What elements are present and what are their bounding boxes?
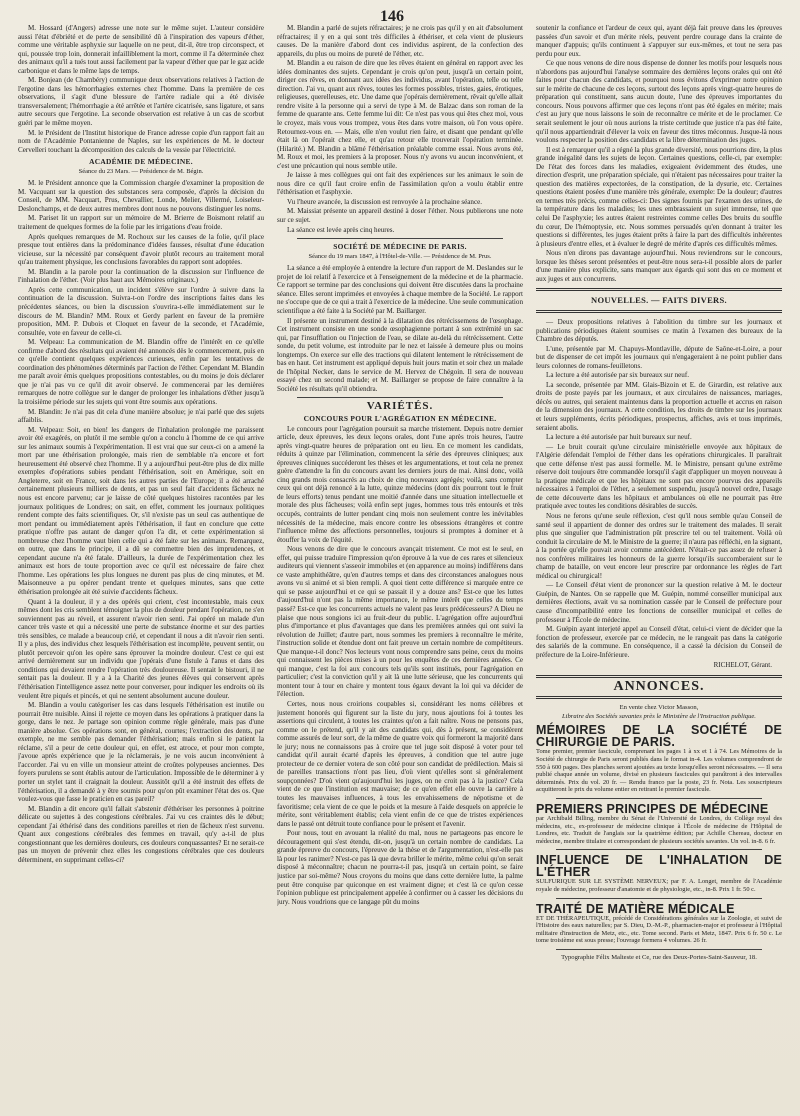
ad-title: MÉMOIRES DE LA SOCIÉTÉ DE CHIRURGIE DE PARIS. [536,723,782,750]
ad-body: par Archibald Billing, membre du Sénat de l'Université de Londres, du Collège royal des médecins, etc., ex-professeur de médecine clinique à l'École de médecine de l'Hôpital de Londres, etc. Traduit de l'anglais sur la quatrième édition; par Achille Chereau, docteur en médecine, membre titulaire et correspondant de plusieurs sociétés savantes. Un vol. in-8. 6 fr. [536,815,782,845]
section-subtitle: Séance du 23 Mars. — Présidence de M. Bégin. [78,167,204,175]
divider [556,898,762,899]
paragraph: M. Hossard (d'Angers) adresse une note sur le même sujet. L'auteur considère aussi l'état d'ébriété et de perte de sensibilité dû à l'inspiration des vapeurs d'éther, comme une véritable asphyxie sur laquelle on ne peut, dit-il, être trop circonspect, et qui, poussée trop loin, donnerait infailliblement la mort, comme il l'a déterminée chez des animaux qu'il a tués tout aussi facilement par la vapeur d'éther que par le gaz acide carbonique et dans le même laps de temps. [18,24,264,75]
ad-body: Tome premier, premier fascicule, comprenant les pages 1 à xx et 1 à 74. Les Mémoires de la Société de chirurgie de Paris seront publiés dans le format in-4. Les volumes comprendront de 550 à 600 pages. Des planches seront ajoutées au texte lorsqu'elles seront nécessaires. — Il sera publié chaque année un volume, divisé en plusieurs fascicules qui paraîtront à des intervalles déterminés. Prix du vol. 20 fr. — Rendu franco par la poste, 23 fr. Nota. Les souscripteurs acquitteront le prix du volume entier en retirant le premier fascicule. [536,748,782,794]
column-1 [18,24,264,1110]
paragraph: M. Blandin a parlé de sujets réfractaires; je ne crois pas qu'il y en ait d'absolument réfractaires; il y en a qui sont très difficiles à éthériser, et cela vient de plusieurs causes. De la manière d'abord dont ces individus aspirent, de la confection des appareils, du plus ou moins de pureté de l'éther, etc. [277,24,523,58]
section-subtitle-concours: CONCOURS POUR L'AGRÉGATION EN MÉDECINE. [303,413,497,423]
publisher-line: En vente chez Victor Masson, [619,704,699,712]
section-title-varietes: VARIÉTÉS. [366,400,434,413]
news-item: La lecture a été autorisée par six bureaux sur neuf. [546,371,689,380]
news-item: Nous ne ferons qu'une seule réflexion, c'est qu'il nous semble qu'au Conseil de santé seul il appartient de donner des ordres sur le traitement des malades. Il serait plus que singulier que l'administration pût prescrire tel ou tel traitement. Voilà où conduit la circulaire de M. le Ministre de la guerre; il n'aura pas réfléchi, en la signant, à la portée qu'elle pouvait avoir comme antécédent. N'était-ce pas assez de refuser à nos confrères militaires les honneurs de la guerre lorsqu'ils succomberaient sur le champ de bataille, on veut encore leur prescrire par ordonnance les règles de l'art médical ou chirurgical! [536,511,782,580]
paragraph: Nous venons de dire que le concours avançait tristement. Ce mot est le seul, en effet, qui puisse traduire l'impression qu'on éprouve à la vue de ces rares et silencieux auditeurs qui viennent s'asseoir immobiles et (en apparence au moins) indifférens dans ce vaste amphithéâtre, qu'en d'autres temps et dans des circonstances analogues nous avons vu si animé et si bien rempli. A quoi tient cette différence si marquée entre ce qui se passe aujourd'hui et ce qui se passait il y a douze ans? Est-ce que les luttes d'aujourd'hui n'ont pas la même importance, le même intérêt que celles du temps passé? Est-ce que les concurrents actuels ne valent pas leurs prédécesseurs? A Dieu ne plaise que nous songions ici au fruit-deur du public. L'agrégation offre aujourd'hui plus d'importance et plus d'avantages que dans les premières années qui ont suivi la révolution de Juillet; d'autre part, nous sommes les premiers à reconnaître le mérite, l'instruction solide et étendue dont ont fait preuve un certain nombre de compétiteurs. Que manque-t-il donc? Nos lecteurs vont nous comprendre sans peine, ceux du moins qui connaissent les pièces mises à un pour les enquêtes de ces dernières années. Ce qui manque, c'est la foi aux concours tels qu'ils sont institués, pour l'agrégation en particulier; c'est la conviction qu'il y ait là une lutte sérieuse, que les concurrents qui montent tour à tour en chaire y montent tous égaux devant la loi qui va décider de l'élection. [277,545,523,699]
paragraph: Pour nous, tout en avouant la réalité du mal, nous ne partageons pas encore le découragement qui s'est étendu, dit-on, jusqu'à un certain nombre de candidats. La grande épreuve du concours, l'épreuve de la thèse et de l'argumentation, n'est-elle pas là pour les ranimer? N'est-ce pas là que devra briller le mérite, même celui qu'on serait disposé à méconnaître; chacun ne pourra-t-il pas, jusqu'à un certain point, se faire justice par soi-même? Nous croyons du moins que dans cette dernière lutte, la palme peut être conquise par quiconque en est vraiment digne; et c'est là ce qu'on cesse l'opinion publique est principalement appelée à confirmer ou à casser les décisions du jury. Nous voudrions que ce langage pût du moins [277,829,523,906]
paragraph: Après cette communication, un incident s'élève sur l'ordre à suivre dans la continuation de la discussion. Suivra-t-on l'ordre des inscriptions faites dans les précédentes séances, ou bien la discussion s'ouvrira-t-elle immédiatement sur le discours de M. Blandin? MM. Roux et Gerdy parlent en faveur de la première proposition, MM. P. Dubois et Cloquet en faveur de la seconde, et l'Académie, consultée, vote en faveur de celle-ci. [18,285,264,337]
paragraph: Après quelques remarques de M. Rochoux sur les causes de la folie, qu'il place presque tout entières dans la prédominance d'idées fausses, résultat d'une éducation vicieuse, sur la nécessité par conséquent d'avoir plutôt recours au traitement moral qu'au traitement physique, les conclusions favorables du rapport sont adoptées. [18,232,264,267]
news-item: La seconde, présentée par MM. Glais-Bizoin et E. de Girardin, est relative aux droits de poste payés par les journaux, et aux circulaires de naissances, mariages, décès ou autres, qui seraient maintenus dans la proportion actuelle et accrus en raison de la dimension des journaux. A cette condition, les droits de timbre sur les journaux et leurs suppléments, écrits périodiques, prospectus, affiches, avis et tous imprimés, seraient abolis. [536,380,782,432]
paragraph: Certes, nous nous croirions coupables si, considérant les noms célèbres et justement honorés qui figurent sur la liste du jury, nous ajoutions foi à toutes les assertions qui circulent, à toutes les craintes qu'on a fait naître. Nous ne pensons pas, comme on le prétend, qu'il y ait des candidats qui, dès à présent, se considèrent comme assurés de leur sort, de la même de quatre voix qui formeront la majorité dans le jury; nous ne connaissons pas à croire que tel juge soit disposé à voter pour tel candidat qu'il aurait écarté d'après les épreuves, à condition que tel autre juge protecteur de ce dernier votera de son côté pour son candidat de prédilection. Mais si de pareilles transactions n'ont pas lieu, d'où vient qu'elles sont si généralement soupçonnées? D'où vient qu'aujourd'hui les juges, on ne croit pas à la justice? Cela vient de ce que l'institution est mauvaise; de ce qu'en effet elle ouvre la carrière à toutes les mauvaises influences, à tous les envahissemens de népotisme et de favoritisme; cela vient de ce que le poids et la mesure à l'aide desquels on apprécie le mérite, sont véritablement établis; cela vient enfin de ce que de tristes expériences dans le passé ont détruit toute confiance pour le présent et l'avenir. [277,700,523,828]
news-item: — Deux propositions relatives à l'abolition du timbre sur les journaux et publications périodiques étaient soumises ce matin à l'examen des bureaux de la Chambre des députés. [536,317,782,344]
paragraph: M. Blandin a la parole pour la continuation de la discussion sur l'influence de l'inhalation de l'éther. (Voir plus haut aux Mémoires originaux.) [18,267,264,285]
section-title-annonces: ANNONCES. [613,678,705,694]
news-item: La lecture a été autorisée par huit bureaux sur neuf. [546,433,692,442]
ad-title: TRAITÉ DE MATIÈRE MÉDICALE [536,901,735,916]
page-number: 146 [380,8,404,25]
section-title-societe: SOCIÉTÉ DE MÉDECINE DE PARIS. [333,242,467,252]
divider [297,397,503,398]
paragraph: Quant à la douleur, il y a des opérés qui crient, c'est incontestable, mais ceux mêmes dont les cris semblent témoigner la plus de douleur pendant l'opération, ne s'en souviennent pas au réveil, et assurent n'avoir rien senti. J'ai opéré un malade d'un cancer très vaste et qui a nécessité une perte de substance énorme et sur des parties très sensibles, ce malade a beaucoup crié, et cependant il nous a dit n'avoir rien senti. Il y a plus, des individus chez lesquels l'éthérisation est incomplète, peuvent sentir, ou plutôt percevoir qu'on les opère sans éprouver la moindre douleur. C'est ce qui est arrivé dernièrement sur un individu que j'opérais d'une fistule à l'anus et dans des conditions qui devaient rendre l'opération très douloureuse. Il sentait le bistouri, il ne sentait pas la douleur. Il y a à la Charité des jeunes élèves qui conservent après l'éthérisation l'intelligence assez nette pour converser, pour indiquer les endroits où ils veulent être piqués et pincés, et qui ne sentent absolument aucune douleur. [18,597,264,700]
paragraph: Il est à remarquer qu'il a régné la plus grande diversité, nous pourrions dire, la plus grande inégalité dans les sujets de leçon. Certaines questions, celle-ci, par exemple: De l'état des forces dans les maladies, exigeaient évidemment des études, une direction d'esprit, une préparation spéciale, qui n'étaient pas nécessaires pour traiter la question des matières expectorées, de la constipation, de la dysurie, etc. Certaines questions étaient posées d'une manière très générale, exemple: De la douleur; d'autres en termes très précis, comme celles-ci: Des signes fournis par l'examen des urines, de la température dans les maladies; les unes embrassaient un sujet immense, tel que celui De l'asphyxie; les autres étaient restreintes comme celles Des bruits du souffle du cœur, De l'hémoptysie, etc. Nous sommes persuadés qu'en donnant à traiter les questions si différentes, les juges étaient prêts à faire la part des difficultés inhérentes à plusieurs d'entre elles, et à évaluer le degré de mérite d'après ces difficultés mêmes. [536,145,782,248]
news-item: L'une, présentée par M. Chapuys-Montlaville, députe de Saône-et-Loire, a pour but de dispenser de cet impôt les journaux qui n'engageraient à ne point publier dans leurs colonnes de romans-feuilletons. [536,344,782,370]
ad-title: PREMIERS PRINCIPES DE MÉDECINE [536,802,769,817]
ad-body: ET DE THÉRAPEUTIQUE, précédé de Considérations générales sur la Zoologie, et suivi de l'Histoire des eaux naturelles; par S. Dieu, D.-M.-P., pharmacien-major et professeur à l'Hôpital militaire d'instruction de Metz, etc., etc. Tome second. Paris et Metz, 1847. Prix 6 fr. 50 c. Le tome troisième est sous presse; l'ouvrage formera 4 volumes. 26 fr. [536,914,782,945]
section-title-academie: ACADÉMIE DE MÉDECINE. [89,157,193,167]
section-title-nouvelles: NOUVELLES. — FAITS DIVERS. [591,295,727,306]
advertisement-2 [536,803,782,845]
paragraph: Ce que nous venons de dire nous dispense de donner les motifs pour lesquels nous n'abordons pas aujourd'hui l'analyse sommaire des dernières leçons orales qui ont été faites pour chacun des candidats, et pourquoi nous évitons d'exprimer notre opinion sur le mérite de chacune de ces leçons, surtout des leçons après vingt-quatre heures de préparation qui constituent, sans aucun doute, l'une des épreuves importantes du concours. Nous pouvons affirmer que ces leçons n'ont pas été égales en mérite; mais c'est au jury que nous laissons le soin de reconnaître ce mérite et de le proclamer. Ce serait seulement le jour où nous aurions la triste certitude que justice n'a pas été faite, qu'il nous appartiendrait d'élever la voix en faveur des titres méconnus. Jusque-là nous voulons respecter la position des candidats et la libre détermination des juges. [536,59,782,145]
paragraph: M. Blandin a eu raison de dire que les rêves étaient en général en rapport avec les idées dominantes des sujets. Cependant je crois qu'on peut, jusqu'à un certain point, diriger ces rêves, en donnant aux idées des individus, avant l'opération, telle ou telle direction. J'ai vu, quant aux rêves, toutes les formes possibles, tristes, gaies, érotiques, religieuses, querelleuses, etc. Une dame que j'opérais dernièrement, rêvait qu'elle allait rendre visite à la personne qui a servi de type à M. de Balzac dans son roman de la femme de quarante ans. Cette femme lui dit: Ce n'est pas vous qui êtes chez moi, vous le croyez, mais vous vous trompez, vous êtes dans votre maison, où l'on vous opère. Retournez-vous en. — Mais, elle n'en voulut rien faire, et disant que pendant qu'elle était là on l'opérait chez elle, et qu'au retour elle trouverait l'opération terminée. (Hilarité.) M. Blandin a blâmé l'éthérisation préalable comme essai. Nous avons été, M. Roux et moi, les premiers à la proposer. Nous n'y avons vu aucun inconvénient, et c'est une précaution qui nous semble utile. [277,59,523,170]
news-item: M. Guépin ayant interjeté appel au Conseil d'état, celui-ci vient de décider que la fonction de professeur, exercée par ce médecin, ne le rangeait pas dans la catégorie des salariés de la commune. En conséquence, il a cassé la décision du Conseil de préfecture de la Loire-Inférieure. [536,625,782,659]
divider [536,310,782,313]
news-item: — Le bruit courait qu'une circulaire ministérielle envoyée aux hôpitaux de l'Algérie défendait l'emploi de l'éther dans les opérations chirurgicales. Il paraîtrait que cette défense n'est pas aussi formelle. M. le Ministre, pensant qu'une extrême réserve doit toujours être commandée lorsqu'il s'agit d'appliquer un moyen nouveau à la pratique médicale et que les hôpitaux ne sont pas encore pourvus des appareils nécessaires à l'emploi de l'éther, a seulement suspendu, jusqu'à nouvel ordre, l'usage de cette découverte dans les hôpitaux et ambulances où elle ne pourrait pas être pratiquée avec toutes les conditions désirables de succès. [536,442,782,511]
paragraph: M. Velpeau: Soit, en bien! les dangers de l'inhalation prolongée me paraissent avoir été exagérés, on plutôt il me semble qu'on a conclu à l'homme de ce qui arrive sur les animaux soumis à l'expérimentation. Il est vrai que sur ceux-ci on a amené la mort par une éthérisation prolongée, mais rien de semblable n'a encore et fort heureusement été observé chez l'homme. Il y a aujourd'hui peut-être plus de dix mille exemples d'opérations subies pendant l'éthérisation, soit en Amérique, soit en Angleterre, soit en France, soit dans les autres parties de l'Europe; il a été arraché certainement plusieurs milliers de dents, et pas un seul fait d'accidents fâcheux ne nous est encore parvenu; car je laisse de côté quelques histoires racontées par les journaux politiques de Londres; on sait, en effet, comment les journaux politiques rendent compte des faits scientifiques. Or, s'il n'existe pas un seul cas authentique de mort pendant ou immédiatement après l'éthérisation, il faut en conclure que cette pratique n'offre pas autant de danger qu'on l'a dit, et cette expérimentation si nombreuse chez l'homme vaut bien celle qui a été faite sur les animaux. Remarquez, en outre, que dans le principe, il a dû se commettre bien des imprudences, et cependant aucune n'a été fatale. D'ailleurs, la durée de l'expérimentation chez les animaux est hors de toute proportion avec ce qu'il est nécessaire de faire chez l'homme. Les opérations les plus longues ne durent pas plus de cinq minutes, et M. Maisonneuve a pu opérer pendant trente et quelques minutes, sans que cette éthérisation prolongée ait été suivie d'accidents fâcheux. [18,425,264,596]
paragraph: M. Blandin: Je n'ai pas dit cela d'une manière absolue; je n'ai parlé que des sujets affaiblis. [18,407,264,425]
paragraph: M. Velpeau: La communication de M. Blandin offre de l'intérêt en ce qu'elle confirme d'abord des résultats qui avaient été annoncés dès le commencement, puis en ce qu'elle contient quelques expériences curieuses, enfin par les tentatives de coordination des phénomènes déterminés par l'action de l'éther. Cependant M. Blandin me paraît avoir émis quelques propositions contestables, ou du moins je dois déclarer que je n'ai pas vu ce qu'il dit avoir observé. Je commencerai par les dernières remarques de notre collègue sur le danger de prolonger les inhalations d'éther jusqu'à la troisième période sur les sujets qui vont être soumis aux opérations. [18,338,264,406]
divider [556,849,762,850]
divider [297,238,503,239]
advertisement-4 [536,903,782,945]
divider [536,696,782,699]
paragraph: La séance est levée après cinq heures. [287,225,395,234]
divider [556,949,762,950]
advertisement-3 [536,854,782,893]
paragraph: M. le Président annonce que la Commission chargée d'examiner la proposition de M. Vacquant sur la question des substances sera composée, d'après la décision du Conseil, de MM. Nacquart, Prus, Chevallier, Londe, Melier, Villermé, Loiseleur-Deslonchamps, et de deux autres membres dont nous ne pouvons distinguer les noms. [18,179,264,213]
ad-body: SULFURIQUE SUR LE SYSTÈME NERVEUX; par F. A. Longet, membre de l'Académie royale de médecine, professeur d'anatomie et de physiologie, etc., in-8. Prix 1 fr. 50 c. [536,878,782,893]
paragraph: Il présente un instrument destiné à la dilatation des rétrécissemens de l'œsophage. Cet instrument consiste en une sonde œsophagienne portant à son extrémité un sac qui, par l'insufflation ou l'injection de l'eau, se dilate au-delà du rétrécissement. Cette sonde, du petit volume, est introduite par le nez et laissée à demeure plus ou moins longtemps. On exerce sur elle des tractions qui dilatent lentement le rétrécissement de bas en haut. Cet instrument est appliqué depuis huit jours matin et soir chez un malade de l'hôpital Necker, dans le service de M. Hervez de Chégoin. Il sera de nouveau essayé chez un second malade; et M. Baillarger se propose de faire connaître à la Société les résultats qu'il obtiendra. [277,316,523,393]
paragraph: M. le Président de l'Institut historique de France adresse copie d'un rapport fait au nom de l'Académie Pontanienne de Naples, sur les expériences de M. le docteur Cervelleri touchant la décomposition des calculs de la vessie par l'électricité. [18,128,264,154]
divider [536,675,782,678]
paragraph: Vu l'heure avancée, la discussion est renvoyée à la prochaine séance. [287,197,483,206]
divider [536,288,782,291]
printer-footer: Typographie Félix Malteste et Ce, rue des Deux-Portes-Saint-Sauveur, 18. [561,953,757,961]
paragraph: Je laisse à mes collègues qui ont fait des expériences sur les animaux le soin de nous dire ce qu'il faut croire enfin de l'assimilation qu'on a voulu établir entre l'éthérisation et l'asphyxie. [277,171,523,197]
paragraph: M. Blandin a voulu catégoriser les cas dans lesquels l'éthérisation est inutile ou pourrait être nuisible. Ainsi il rejette ce moyen dans les opérations à pratiquer dans la gorge, dans le nez. Je partage son opinion comme règle générale, mais pas d'une manière absolue. Ces opérations sont, en général, courtes; l'extraction des dents, par exemple, ne me semble pas demander l'éthérisation; mais enfin si le patient la réclame, s'il a peur de cette douleur qui, en effet, est atroce, et pour mon compte, j'avoue après expérience que je la réclamerais, je ne vois aucun inconvénient à l'accorder. J'ai vu en ville un monsieur atteint de croûtes polypeuses anciennes. Des foyers purulens se sont établis autour de l'articulation. Impossible de le déterminer à y porter un stylet tant il craignait la douleur. Aussitôt qu'il a été instruit des effets de l'éthérisation, il a demandé à y être soumis pour qu'on pût examiner l'état des os. Que voulez-vous que fasse le praticien en cas pareil? [18,701,264,804]
paragraph: Nous n'en dirons pas davantage aujourd'hui. Nous reviendrons sur le concours, lorsque les thèses seront présentées et peut-être nous sera-t-il possible alors de parler d'une manière plus explicite, sans manquer aux égards qui sont dus en ce moment et aux juges et aux concurrens. [536,249,782,283]
paragraph: M. Pariset lit un rapport sur un mémoire de M. Brierre de Boismont relatif au traitement de quelques formes de la folie par les irrigations d'eau froide. [18,214,264,232]
advertisement-1 [536,724,782,794]
ad-title: INFLUENCE DE L'INHALATION DE L'ÉTHER [536,853,782,880]
paragraph: Le concours pour l'agrégation poursuit sa marche tristement. Depuis notre dernier article, deux épreuves, les deux leçons orales, dont l'une après trois heures, l'autre après vingt-quatre heures de préparation ont eu lieu. En ce moment les candidats, réduits à quinze par l'élimination, commencent la série des épreuves cliniques; aux épreuves cliniques succéderont les thèses et les argumentations, et tout cela ne prenez guère d'attendre la fin du concours avant les derniers jours de mai. Ainsi donc, voilà cinq grands mois consacrés au choix de cinq nouveaux agrégés; voilà, sans compter ceux qui ont déjà renoncé à la lutte, quinze médecins (dont dix pourront tout le fruit de leurs efforts) tenus pendant une moitié d'année dans une situation intellectuelle et morale des plus fâcheuses; voilà enfin sept juges, hommes tous très entourés et très occupés, contraints de lutter pendant cinq mois non seulement contre les inévitables nécessités de la médecine, mais encore contre les obsessions étrangères et contre l'influence même des affections personnelles, toujours si promptes à dominer et à étouffer la voix de l'équité. [277,424,523,544]
paragraph: soutenir la confiance et l'ardeur de ceux qui, ayant déjà fait preuve dans les épreuves passées d'un savoir et d'un mérite réels, peuvent perdre courage dans la crainte de manquer d'appuis; qu'ils continuent à s'appuyer sur eux-mêmes, et tout ne sera pas perdu pour eux. [536,24,782,58]
editor-signature: RICHELOT, Gérant. [713,661,772,670]
section-subtitle: Séance du 19 mars 1847, à l'Hôtel-de-Ville. — Présidence de M. Prus. [308,252,492,260]
paragraph: La séance a été employée à entendre la lecture d'un rapport de M. Deslandes sur le projet de loi relatif à l'exercice et à l'enseignement de la médecine et de la pharmacie. Ce rapport se termine par des conclusions qui doivent être discutées dans la prochaine séance. Elles seront imprimées et envoyées à chaque membre de la Société. Le rapport ne s'occupe que de ce qui a trait à l'exercice de la médecine. Une seule communication scientifique a été faite à la Société par M. Baillarger. [277,264,523,315]
divider [556,798,762,799]
paragraph: M. Blandin a dit encore qu'il fallait s'abstenir d'éthériser les personnes à poitrine délicate ou sujettes à des congestions cérébrales. J'ai vu ces craintes dès le début; cependant j'ai éthérisé dans des conditions pareilles et rien de fâcheux n'est survenu. Quant aux congestions cérébrales des femmes en travail, qu'y a-t-il de plus congestionnant que les dernières douleurs, ces douleurs conquassantes? Et ne serait-ce pas un moyen de prévenir chez elles les congestions cérébrales que ces douleurs déterminent, en supprimant celles-ci? [18,804,264,864]
news-item: — Le Conseil d'état vient de prononcer sur la question relative à M. le docteur Guépin, de Nantes. On se rappelle que M. Guépin, nommé conseiller municipal aux dernières élections, avait vu sa nomination cassée par le Conseil de préfecture pour cause d'incompatibilité entre les fonctions de conseiller municipal et celles de professeur à l'École de médecine. [536,581,782,624]
publisher-subline: Libraire des Sociétés savantes près le Ministère de l'Instruction publique. [562,712,756,720]
paragraph: M. Bonjean (de Chambéry) communique deux observations relatives à l'action de l'ergotine dans les hémorrhagies externes chez l'homme. Dans la première de ces observations, il s'agit d'une blessure de l'artère radiale qui a été divisée transversalement; l'hémorrhagie a été arrêtée et l'artère cicatrisée, sans ligature, et sans autre secours que l'ergotine. La seconde observation est relative à un cas de scorbut guéri par le même moyen. [18,76,264,128]
column-2 [277,24,523,1110]
column-3 [536,24,782,1110]
paragraph: M. Maissiat présente un appareil destiné à doser l'éther. Nous publierons une note sur ce sujet. [277,207,523,225]
